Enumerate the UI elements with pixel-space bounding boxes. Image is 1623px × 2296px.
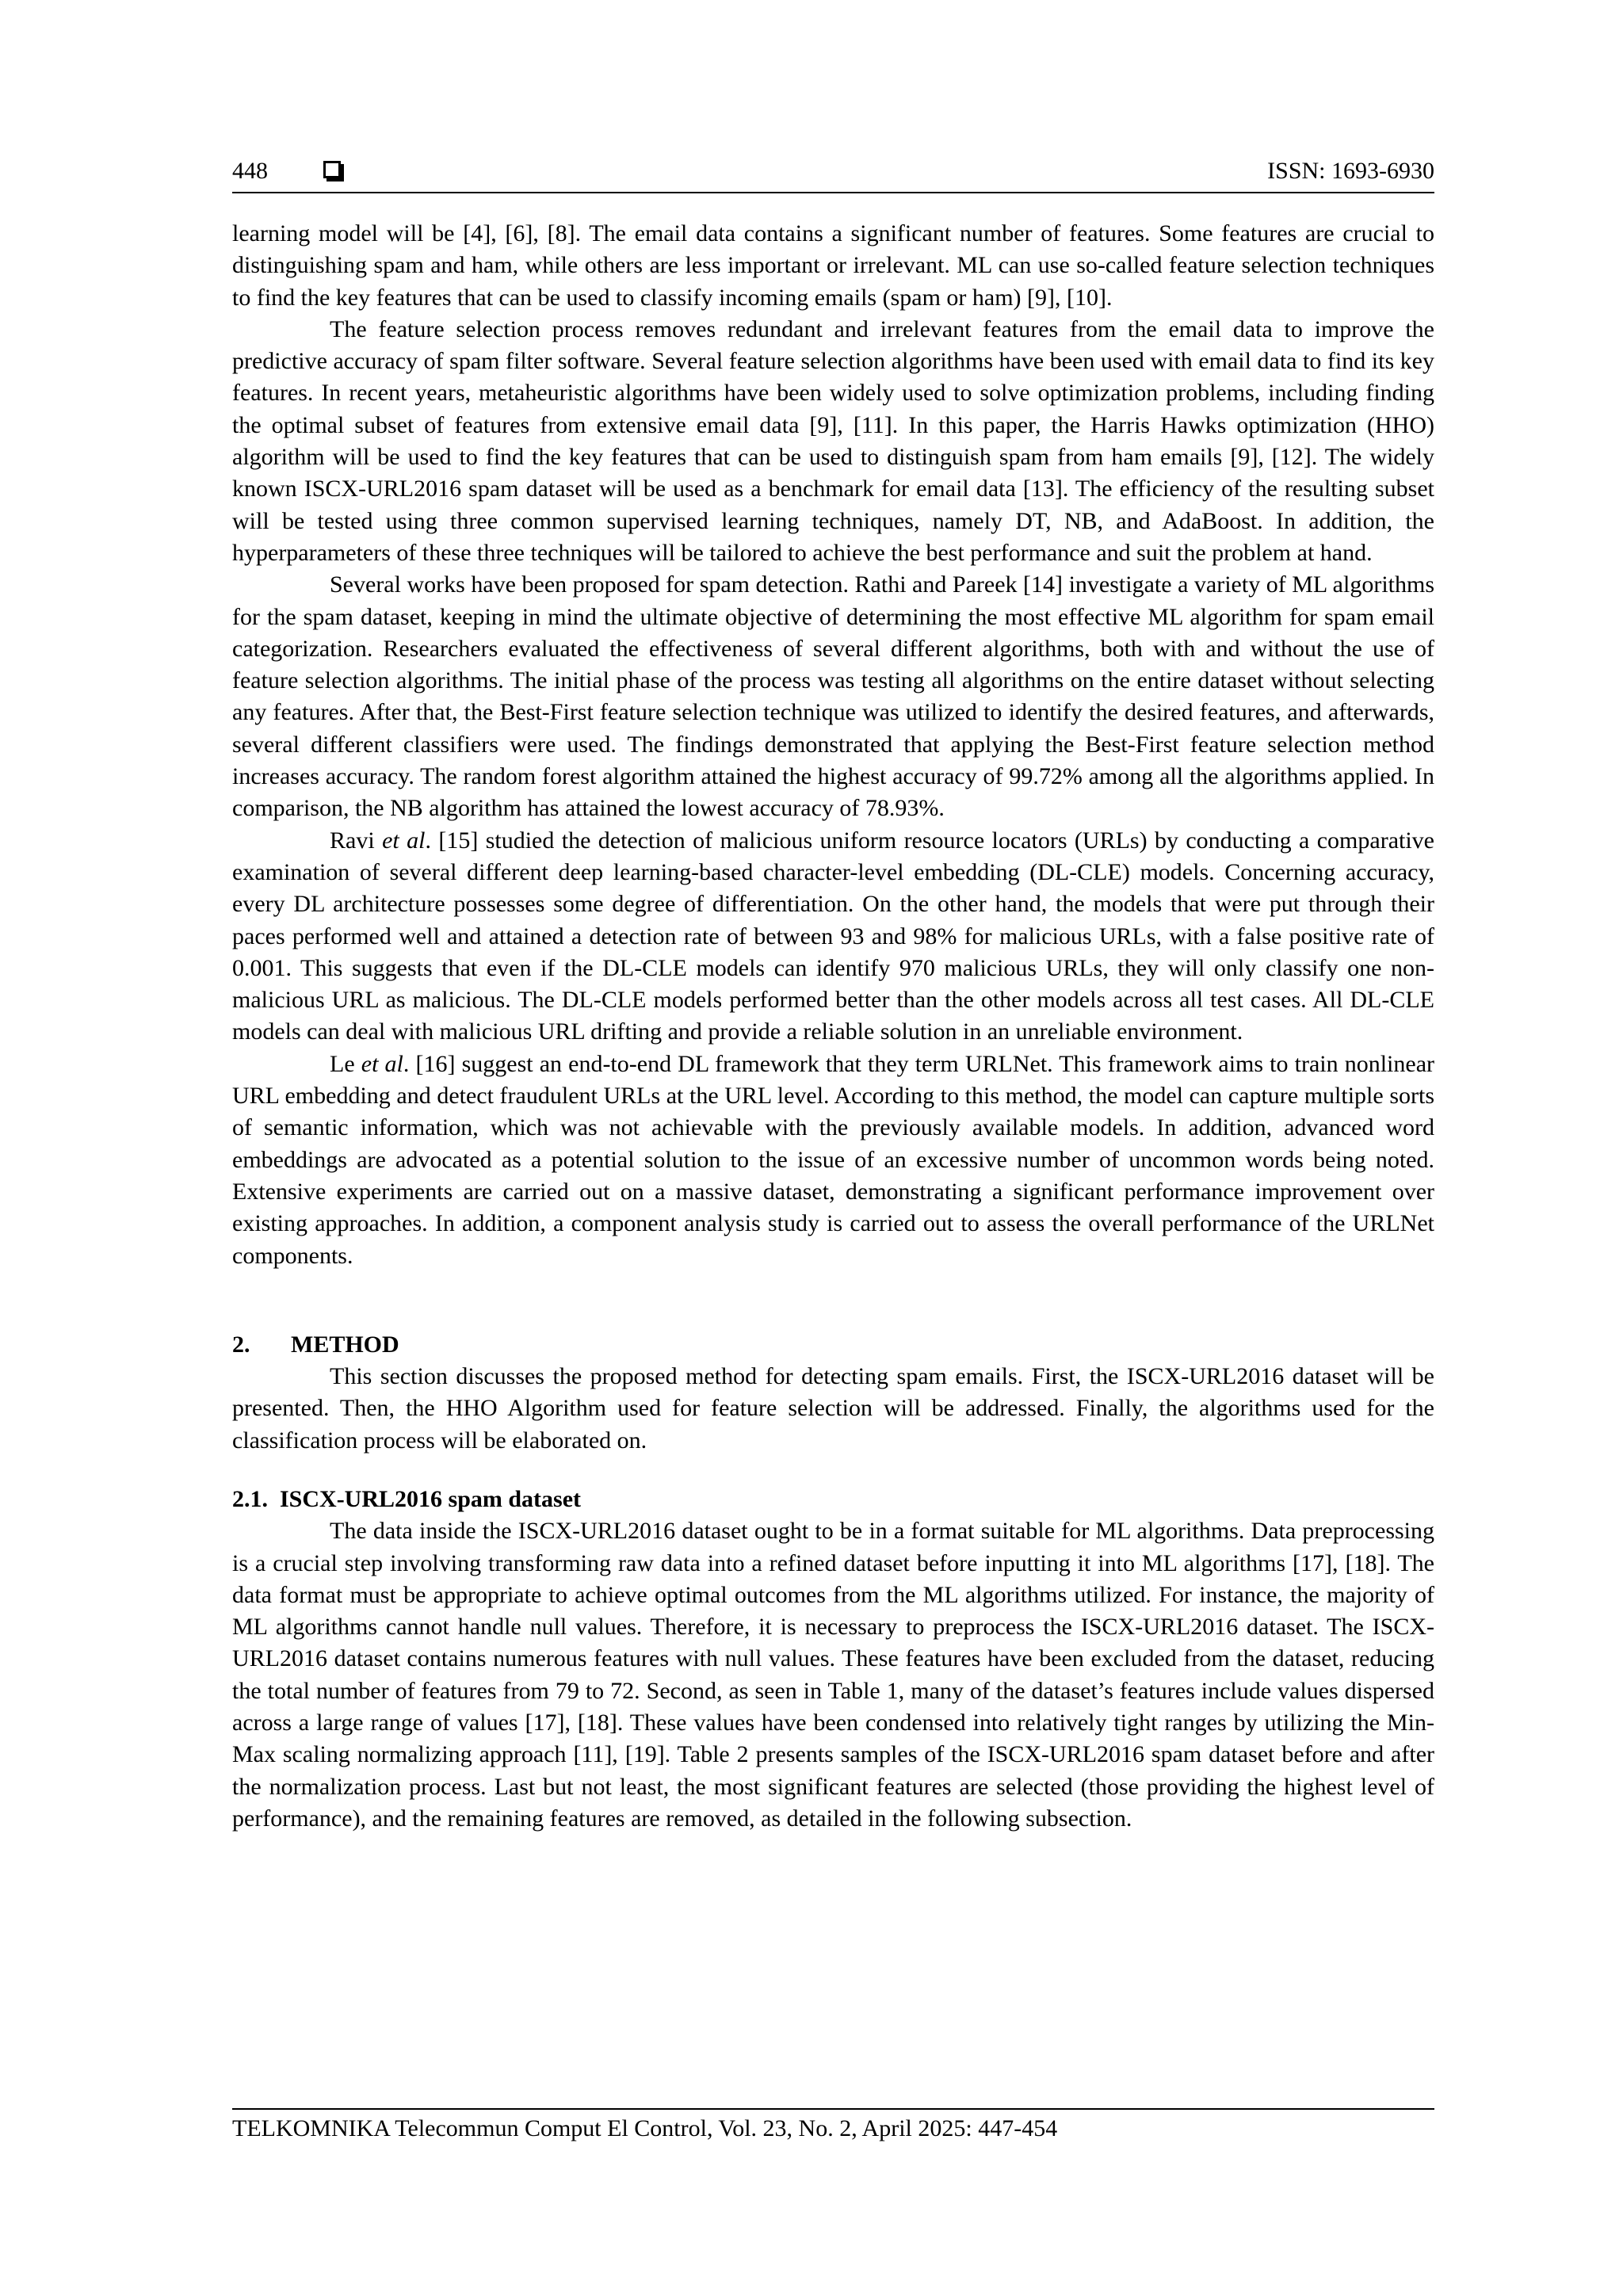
issn-label: ISSN: 1693-6930 bbox=[1267, 158, 1434, 184]
page-header bbox=[232, 155, 1434, 193]
paragraph: learning model will be [4], [6], [8]. The email data contains a significant number of features. Some features are crucial to distinguishing spam and ham, while others are less important or irrelevant. ML can use so-called feature selection techniques to find the key features that can be used to classify incoming emails (spam or ham) [9], [10]. bbox=[232, 220, 1434, 311]
section-title: METHOD bbox=[291, 1331, 399, 1358]
body-content bbox=[232, 218, 1434, 1835]
paragraph-rest: . [16] suggest an end-to-end DL framework that they term URLNet. This framework aims to train nonlinear URL embedding and detect fraudulent URLs at the URL level. According to this method, the model can capture multiple sorts of semantic information, which was not achievable with the previously available models. In addition, advanced word embeddings are advocated as a potential solution to the issue of an excessive number of uncommon words being noted. Extensive experiments are carried out on a massive dataset, demonstrating a significant performance improvement over existing approaches. In addition, a component analysis study is carried out to assess the overall performance of the URLNet components. bbox=[232, 1050, 1434, 1269]
paragraph: The feature selection process removes redundant and irrelevant features from the email data to improve the predictive accuracy of spam filter software. Several feature selection algorithms have been used with email data to find its key features. In recent years, metaheuristic algorithms have been widely used to solve optimization problems, including finding the optimal subset of features from extensive email data [9], [11]. In this paper, the Harris Hawks optimization (HHO) algorithm will be used to find the key features that can be used to distinguish spam from ham emails [9], [12]. The widely known ISCX-URL2016 spam dataset will be used as a benchmark for email data [13]. The efficiency of the resulting subset will be tested using three common supervised learning techniques, namely DT, NB, and AdaBoost. In addition, the hyperparameters of these three techniques will be tailored to achieve the best performance and suit the problem at hand. bbox=[232, 315, 1434, 566]
footer-citation: TELKOMNIKA Telecommun Comput El Control, Vol. 23, No. 2, April 2025: 447-454 bbox=[232, 2115, 1058, 2141]
et-al-italic: et al bbox=[382, 827, 426, 854]
page-number: 448 bbox=[232, 158, 268, 184]
section-spacer bbox=[232, 1272, 1434, 1329]
paragraph: The data inside the ISCX-URL2016 dataset ought to be in a format suitable for ML algorithms. Data preprocessing is a crucial step involving transforming raw data into a refined dataset before inputting it into ML algorithms [17], [18]. The data format must be appropriate to achieve optimal outcomes from the ML algorithms utilized. For instance, the majority of ML algorithms cannot handle null values. Therefore, it is necessary to preprocess the ISCX-URL2016 dataset. The ISCX-URL2016 dataset contains numerous features with null values. These features have been excluded from the dataset, reducing the total number of features from 79 to 72. Second, as seen in Table 1, many of the dataset’s features include values dispersed across a large range of values [17], [18]. These values have been condensed into relatively tight ranges by utilizing the Min-Max scaling normalizing approach [11], [19]. Table 2 presents samples of the ISCX-URL2016 spam dataset before and after the normalization process. Last but not least, the most significant features are selected (those providing the highest level of performance), and the remaining features are removed, as detailed in the following subsection. bbox=[232, 1518, 1434, 1832]
paragraph-lead: Ravi bbox=[330, 827, 383, 854]
subsection-heading: 2.1. ISCX-URL2016 spam dataset bbox=[232, 1485, 582, 1512]
paragraph-rest: . [15] studied the detection of malicious uniform resource locators (URLs) by conducting a comparative examination of several different deep learning-based character-level embedding (DL-CLE) models. Concerning accuracy, every DL architecture possesses some degree of differentiation. On the other hand, the models that were put through their paces performed well and attained a detection rate of between 93 and 98% for malicious URLs, with a false positive rate of 0.001. This suggests that even if the DL-CLE models can identify 970 malicious URLs, they will only classify one non-malicious URL as malicious. The DL-CLE models performed better than the other models across all test cases. All DL-CLE models can deal with malicious URL drifting and provide a reliable solution in an unreliable environment. bbox=[232, 827, 1434, 1045]
section-number: 2. bbox=[232, 1331, 250, 1358]
section-heading-method bbox=[232, 1329, 1434, 1361]
checkbox-square-icon bbox=[323, 161, 341, 178]
subsection-spacer bbox=[232, 1457, 1434, 1484]
paragraph: Several works have been proposed for spam detection. Rathi and Pareek [14] investigate a variety of ML algorithms for the spam dataset, keeping in mind the ultimate objective of determining the most effective ML algorithm for spam email categorization. Researchers evaluated the effectiveness of several different algorithms, both with and without the use of feature selection algorithms. The initial phase of the process was testing all algorithms on the entire dataset without selecting any features. After that, the Best-First feature selection technique was utilized to identify the desired features, and afterwards, several different classifiers were used. The findings demonstrated that applying the Best-First feature selection method increases accuracy. The random forest algorithm attained the highest accuracy of 99.72% among all the algorithms applied. In comparison, the NB algorithm has attained the lowest accuracy of 78.93%. bbox=[232, 571, 1434, 822]
et-al-italic: et al bbox=[361, 1050, 403, 1077]
paragraph-lead: Le bbox=[330, 1050, 361, 1077]
paragraph bbox=[232, 825, 1434, 1049]
paragraph bbox=[232, 1049, 1434, 1272]
paragraph: This section discusses the proposed method for detecting spam emails. First, the ISCX-URL2016 dataset will be presented. Then, the HHO Algorithm used for feature selection will be addressed. Finally, the algorithms used for the classification process will be elaborated on. bbox=[232, 1363, 1434, 1454]
page-footer bbox=[232, 2108, 1434, 2145]
